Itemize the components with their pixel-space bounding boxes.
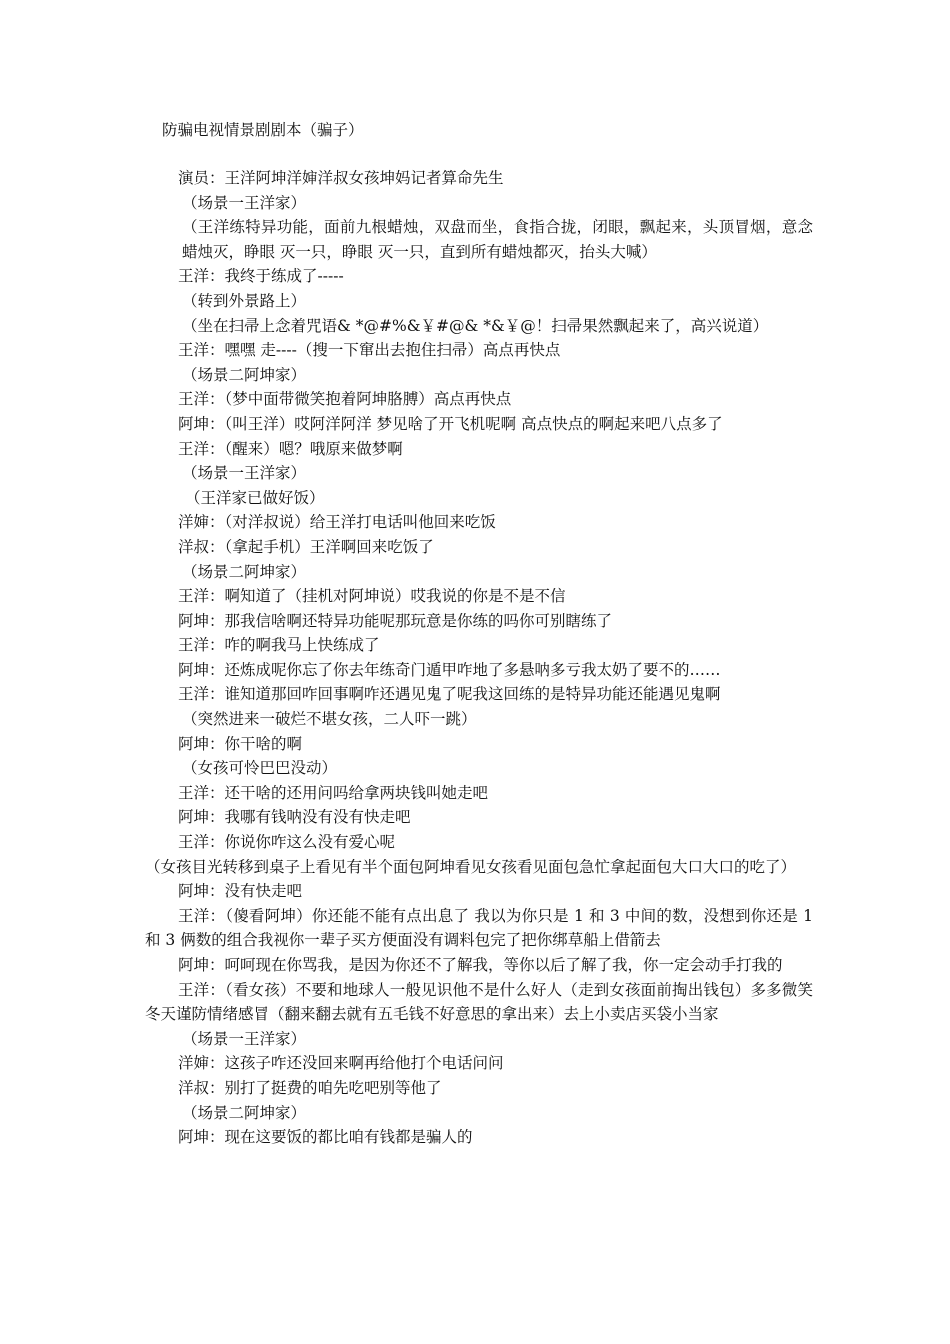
scene-heading: （场景一王洋家） (182, 193, 307, 212)
dialogue-line: 洋叔：（拿起手机）王洋啊回来吃饭了 (178, 537, 434, 556)
dialogue-line: 洋叔：别打了挺费的咱先吃吧别等他了 (178, 1078, 442, 1097)
dialogue-line: 阿坤：呵呵现在你骂我，是因为你还不了解我，等你以后了解了我，你一定会动手打我的 (178, 956, 783, 974)
dialogue-line: 王洋：（傻看阿坤）你还能不能有点出息了 我以为你只是 1 和 3 中间的数，没想到你还是 1 和 3 俩数的组合我视你一辈子买方便面没有调料包完了把你绑草船上借箭去 (145, 906, 813, 950)
stage-direction: （王洋练特异功能，面前九根蜡烛，双盘而坐，食指合拢，闭眼，飘起来，头顶冒烟，意念蜡烛灭，睁眼 灭一只，睁眼 灭一只，直到所有蜡烛都灭，抬头大喊） (182, 218, 813, 261)
dialogue-line: 王洋：你说你咋这么没有爱心呢 (178, 833, 396, 852)
stage-direction: （女孩可怜巴巴没动） (182, 759, 338, 778)
stage-direction: （坐在扫帚上念着咒语& *@#%&￥#@& *&￥@！扫帚果然飘起来了，高兴说道） (182, 316, 769, 335)
scene-heading: （场景一王洋家） (182, 1029, 307, 1048)
scene-heading: （场景二阿坤家） (182, 365, 307, 384)
dialogue-line: 王洋：我终于练成了----- (178, 267, 344, 286)
dialogue-line: 王洋：（看女孩）不要和地球人一般见识他不是什么好人（走到女孩面前掏出钱包）多多微笑冬天谨防情绪感冒（翻来翻去就有五毛钱不好意思的拿出来）去上小卖店买袋小当家 (145, 980, 813, 1024)
cast-line: 演员：王洋阿坤洋婶洋叔女孩坤妈记者算命先生 (178, 169, 504, 187)
stage-direction: （突然进来一破烂不堪女孩，二人吓一跳） (182, 710, 477, 729)
dialogue-line: 阿坤：你干啥的啊 (178, 734, 303, 753)
dialogue-line: 王洋：咋的啊我马上快练成了 (178, 636, 380, 655)
stage-direction: （王洋家已做好饭） (185, 488, 325, 507)
scene-heading: （场景二阿坤家） (182, 562, 307, 581)
stage-direction: （女孩目光转移到桌子上看见有半个面包阿坤看见女孩看见面包急忙拿起面包大口大口的吃了） (145, 857, 797, 876)
dialogue-line: 阿坤：现在这要饭的都比咱有钱都是骗人的 (178, 1128, 473, 1147)
document-title: 防骗电视情景剧剧本（骗子） (162, 121, 364, 139)
dialogue-line: 王洋：嘿嘿 走----（搜一下窜出去抱住扫帚）高点再快点 (178, 341, 561, 360)
dialogue-line: 王洋：（醒来）嗯？哦原来做梦啊 (178, 439, 403, 458)
scene-heading: （场景二阿坤家） (182, 1103, 307, 1122)
dialogue-line: 王洋：还干啥的还用问吗给拿两块钱叫她走吧 (178, 783, 489, 802)
dialogue-line: 王洋：谁知道那回咋回事啊咋还遇见鬼了呢我这回练的是特异功能还能遇见鬼啊 (178, 685, 721, 704)
dialogue-line: 洋婶：这孩子咋还没回来啊再给他打个电话问问 (178, 1054, 504, 1073)
dialogue-line: 阿坤：还炼成呢你忘了你去年练奇门遁甲咋地了多悬呐多亏我太奶了要不的…… (178, 660, 721, 679)
script-body (145, 166, 813, 1150)
scene-heading: （转到外景路上） (182, 291, 307, 310)
dialogue-line: 王洋：啊知道了（挂机对阿坤说）哎我说的你是不是不信 (178, 587, 566, 606)
dialogue-line: 阿坤：（叫王洋）哎阿洋阿洋 梦见啥了开飞机呢啊 高点快点的啊起来吧八点多了 (178, 414, 723, 433)
scene-heading: （场景一王洋家） (182, 464, 307, 483)
dialogue-line: 阿坤：没有快走吧 (178, 882, 303, 901)
dialogue-line: 洋婶：（对洋叔说）给王洋打电话叫他回来吃饭 (178, 513, 496, 532)
dialogue-line: 王洋：（梦中面带微笑抱着阿坤胳膊）高点再快点 (178, 390, 512, 409)
dialogue-line: 阿坤：那我信啥啊还特异功能呢那玩意是你练的吗你可别瞎练了 (178, 611, 613, 630)
dialogue-line: 阿坤：我哪有钱呐没有没有快走吧 (178, 808, 411, 827)
